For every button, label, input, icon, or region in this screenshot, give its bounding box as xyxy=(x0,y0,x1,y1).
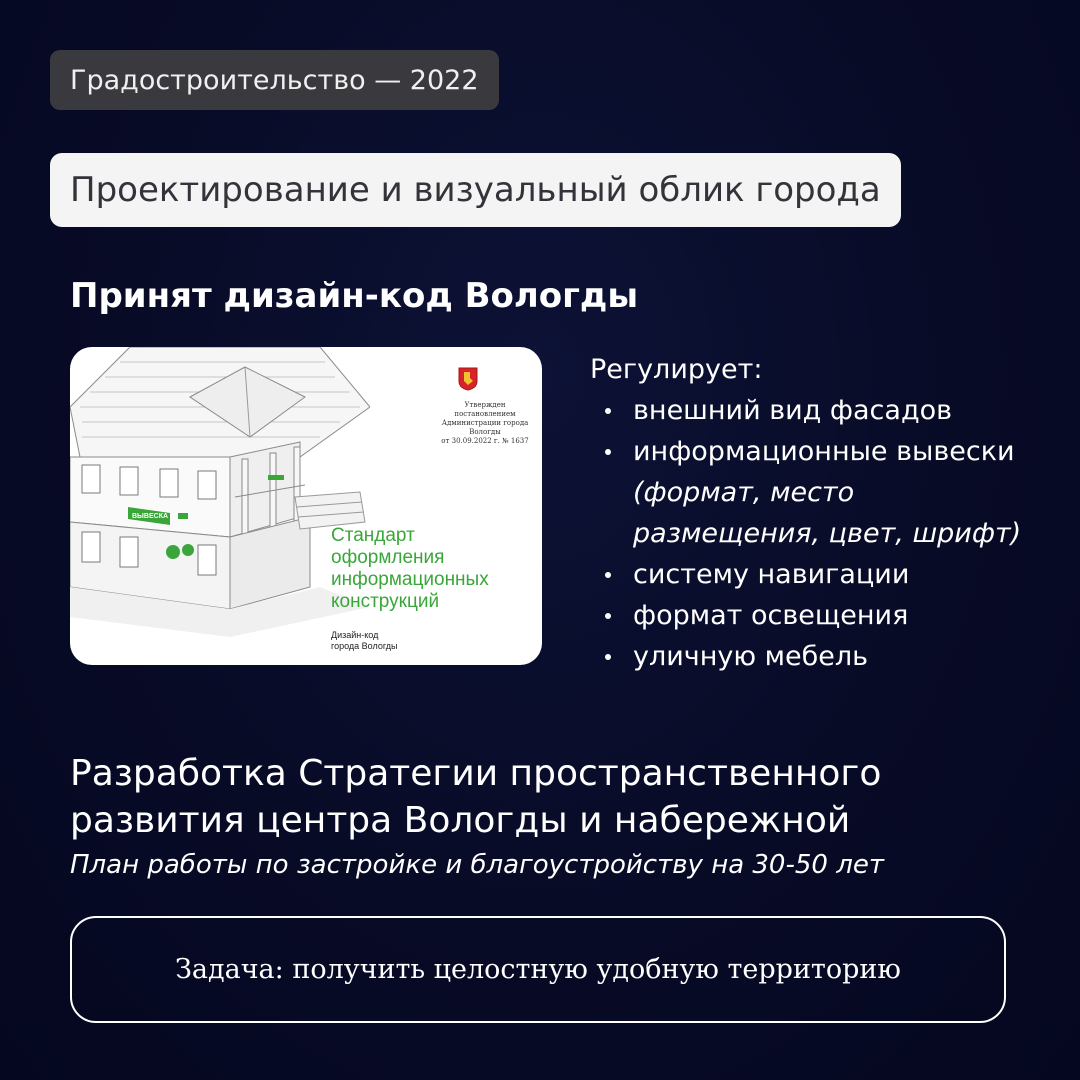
strategy-title xyxy=(70,750,881,844)
strategy-title-line: развития центра Вологды и набережной xyxy=(70,800,851,841)
list-item-text: формат освещения xyxy=(633,600,909,631)
design-code-document-cover xyxy=(70,347,542,665)
list-item xyxy=(590,595,1050,636)
list-item-note: (формат, место xyxy=(633,477,855,508)
section-badge xyxy=(50,153,901,227)
design-code-heading: Принят дизайн-код Вологды xyxy=(70,276,639,316)
list-item xyxy=(590,431,1050,554)
document-title-line: Стандарт xyxy=(331,525,415,546)
task-text: Задача: получить целостную удобную территорию xyxy=(175,954,901,985)
strategy-title-line: Разработка Стратегии пространственного xyxy=(70,753,882,794)
approval-line: Утвержден xyxy=(464,401,506,409)
building-illustration xyxy=(70,347,370,665)
approval-note xyxy=(435,401,535,446)
approval-line: Вологды xyxy=(469,428,501,436)
year-badge-label: Градостроительство — 2022 xyxy=(70,64,479,96)
section-badge-label: Проектирование и визуальный облик города xyxy=(70,170,881,210)
regulates-block xyxy=(590,350,1050,677)
list-item-text: внешний вид фасадов xyxy=(633,395,953,426)
task-box xyxy=(70,916,1006,1023)
document-title-line: оформления xyxy=(331,547,445,568)
document-subtitle-line: Дизайн-код xyxy=(331,630,379,640)
list-item xyxy=(590,390,1050,431)
document-subtitle-line: города Вологды xyxy=(331,641,398,651)
regulates-title: Регулирует: xyxy=(590,354,763,385)
list-item-text: систему навигации xyxy=(633,559,910,590)
approval-line: Администрации города xyxy=(441,419,529,427)
approval-line: постановлением xyxy=(454,410,516,418)
list-item xyxy=(590,636,1050,677)
list-item-text: уличную мебель xyxy=(633,641,869,672)
list-item-text: информационные вывески xyxy=(633,436,1015,467)
document-subtitle xyxy=(331,630,397,652)
document-title xyxy=(331,525,489,613)
vologda-coat-of-arms-icon xyxy=(458,367,478,391)
regulates-list xyxy=(590,390,1050,677)
year-badge xyxy=(50,50,499,110)
list-item-note: размещения, цвет, шрифт) xyxy=(633,518,1022,549)
list-item xyxy=(590,554,1050,595)
building-sign-text: ВЫВЕСКА xyxy=(132,513,169,520)
strategy-subtitle: План работы по застройке и благоустройству на 30-50 лет xyxy=(70,850,884,880)
document-title-line: конструкций xyxy=(331,591,440,612)
approval-line: от 30.09.2022 г. № 1637 xyxy=(441,437,529,445)
document-title-line: информационных xyxy=(331,569,489,590)
